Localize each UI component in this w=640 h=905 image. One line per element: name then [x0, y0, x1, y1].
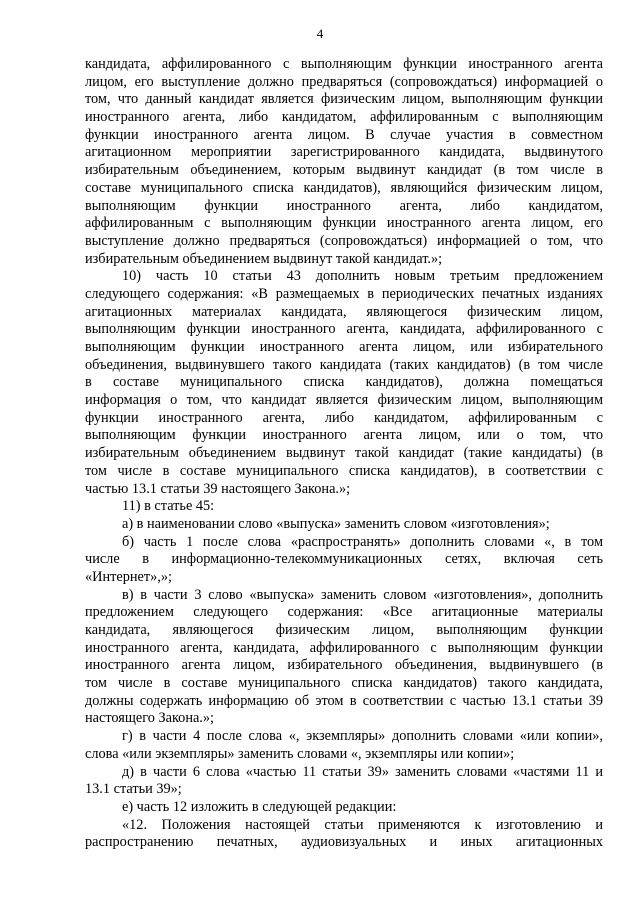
text-line: б) часть 1 после слова «распространять» дополнить словами «, в том	[122, 533, 603, 550]
text-line: избирательным объединением выдвинут такой кандидат (такие кандидаты) (в	[85, 445, 603, 462]
text-line: а) в наименовании слово «выпуска» заменить словом «изготовления»;	[122, 515, 550, 532]
text-line: функции иностранного агента, либо кандидатом, аффилированным с	[85, 409, 603, 426]
text-line: том числе в составе муниципального списка кандидатов) такого кандидата,	[85, 675, 603, 692]
text-line: следующего содержания: «В размещаемых в периодических печатных изданиях	[85, 285, 603, 302]
text-line: информация о том, что кандидат является физическим лицом, выполняющим	[85, 392, 603, 409]
text-line: распространению печатных, аудиовизуальных и иных агитационных	[85, 834, 603, 851]
text-line: выступление должно предваряться (сопровождаться) информацией о том, что	[85, 232, 603, 249]
text-line: должны содержать информацию об этом в соответствии с частью 13.1 статьи 39	[85, 692, 603, 709]
text-line: агитационных материалах кандидата, являющегося физическим лицом,	[85, 303, 603, 320]
text-line: 10) часть 10 статьи 43 дополнить новым третьим предложением	[122, 268, 603, 285]
text-line: предложением следующего содержания: «Все агитационные материалы	[85, 604, 603, 621]
text-line: составе муниципального списка кандидатов), являющийся физическим лицом,	[85, 179, 603, 196]
text-line: функции иностранного агента лицом. В случае участия в совместном	[85, 126, 603, 143]
text-line: «12. Положения настоящей статьи применяются к изготовлению и	[122, 816, 603, 833]
text-line: выполняющим функции иностранного агента лицом, или о том, что	[85, 427, 603, 444]
text-line: 13.1 статьи 39»;	[85, 781, 182, 798]
text-line: иностранного агента, кандидата, аффилированного с выполняющим функции	[85, 639, 603, 656]
text-line: частью 13.1 статьи 39 настоящего Закона.»;	[85, 480, 351, 497]
text-line: числе в информационно-телекоммуникационных сетях, включая сеть	[85, 551, 603, 568]
text-line: кандидата, являющегося физическим лицом, выполняющим функции	[85, 622, 603, 638]
text-line: г) в части 4 после слова «, экземпляры» дополнить словами «или копии»,	[122, 728, 603, 745]
text-line: выполняющим функции иностранного агента, либо кандидатом,	[85, 197, 603, 214]
page-number: 4	[316, 26, 324, 41]
text-line: лицом, его выступление должно предваряться (сопровождаться) информацией о	[85, 73, 603, 90]
text-line: избирательным объединением выдвинут такой кандидат.»;	[85, 250, 443, 267]
text-line: слова «или экземпляры» заменить словами «, экземпляры или копии»;	[85, 745, 515, 762]
text-line: аффилированным с выполняющим функции иностранного агента лицом, его	[85, 215, 603, 232]
text-line: том, что данный кандидат является физическим лицом, выполняющим функции	[85, 91, 603, 108]
text-line: д) в части 6 слова «частью 11 статьи 39» заменить словами «частями 11 и	[122, 763, 603, 780]
document-body	[85, 56, 603, 852]
text-line: «Интернет»,»;	[85, 568, 172, 585]
text-line: выполняющим функции иностранного агента лицом, или избирательного	[85, 339, 603, 355]
text-line: иностранного агента, либо кандидатом, аффилированным с выполняющим	[85, 109, 603, 126]
text-line: избирательным объединением, которым выдвинут кандидат (в том числе в	[85, 162, 603, 179]
text-line: кандидата, аффилированного с выполняющим функции иностранного агента	[85, 56, 603, 72]
text-line: иностранного агента лицом, избирательного объединения, выдвинувшего (в	[85, 657, 603, 674]
text-line: настоящего Закона.»;	[85, 710, 215, 727]
text-line: том числе в составе муниципального списка кандидатов), в соответствии с	[85, 462, 603, 479]
text-line: в) в части 3 слово «выпуска» заменить словом «изготовления», дополнить	[122, 586, 603, 603]
text-line: 11) в статье 45:	[122, 498, 215, 515]
text-line: объединения, выдвинувшего такого кандидата (таких кандидатов) (в том числе	[85, 356, 603, 373]
text-line: в составе муниципального списка кандидатов), должна помещаться	[85, 374, 603, 391]
text-line: агитационном мероприятии зарегистрированного кандидата, выдвинутого	[85, 144, 603, 161]
text-line: е) часть 12 изложить в следующей редакции:	[122, 798, 397, 815]
text-line: выполняющим функции иностранного агента, кандидата, аффилированного с	[85, 321, 603, 338]
